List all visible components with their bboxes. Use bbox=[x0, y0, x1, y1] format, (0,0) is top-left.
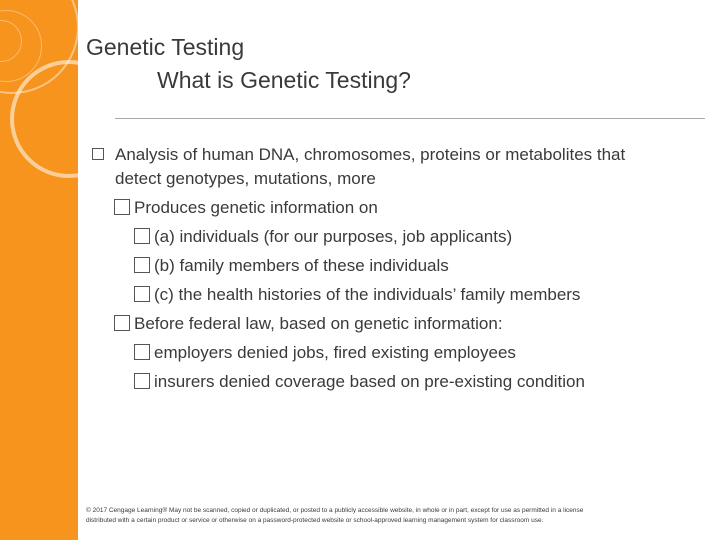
sub-sub-bullet-item bbox=[134, 227, 512, 247]
bullet-box-icon bbox=[134, 228, 150, 244]
slide-title: Genetic Testing bbox=[86, 34, 245, 60]
title-divider bbox=[115, 118, 705, 119]
bullet-box-icon bbox=[92, 148, 104, 160]
bullet-text: (a) individuals (for our purposes, job applicants) bbox=[154, 227, 513, 246]
sub-sub-bullet-item bbox=[134, 256, 449, 276]
bullet-box-icon bbox=[134, 344, 150, 360]
sub-sub-bullet-item bbox=[134, 343, 516, 363]
bullet-box-icon bbox=[134, 373, 150, 389]
bullet-text: Before federal law, based on genetic information: bbox=[134, 314, 503, 333]
bullet-item bbox=[92, 145, 625, 165]
footer-line: distributed with a certain product or service or otherwise on a password-protected website or school-approved learning management system for classroom use. bbox=[86, 517, 544, 524]
copyright-footer bbox=[86, 506, 706, 526]
bullet-text: (c) the health histories of the individuals’ family members bbox=[154, 285, 581, 304]
sub-bullet-item bbox=[114, 314, 503, 334]
slide-subtitle: What is Genetic Testing? bbox=[157, 67, 411, 93]
bullet-box-icon bbox=[114, 199, 130, 215]
orange-side-band bbox=[0, 0, 78, 540]
bullet-text: (b) family members of these individuals bbox=[154, 256, 449, 275]
bullet-text: insurers denied coverage based on pre-existing condition bbox=[154, 372, 585, 391]
footer-line: © 2017 Cengage Learning® May not be scanned, copied or duplicated, or posted to a publicly accessible website, in whole or in part, except for use as permitted in a license bbox=[86, 507, 584, 514]
bullet-box-icon bbox=[134, 257, 150, 273]
sub-sub-bullet-item bbox=[134, 372, 585, 392]
bullet-box-icon bbox=[134, 286, 150, 302]
bullet-text: employers denied jobs, fired existing employees bbox=[154, 343, 516, 362]
bullet-item-continuation: detect genotypes, mutations, more bbox=[115, 169, 376, 188]
bullet-text: Produces genetic information on bbox=[134, 198, 378, 217]
sub-sub-bullet-item bbox=[134, 285, 580, 305]
sub-bullet-item bbox=[114, 198, 378, 218]
bullet-text: Analysis of human DNA, chromosomes, proteins or metabolites that bbox=[115, 145, 626, 164]
bullet-box-icon bbox=[114, 315, 130, 331]
